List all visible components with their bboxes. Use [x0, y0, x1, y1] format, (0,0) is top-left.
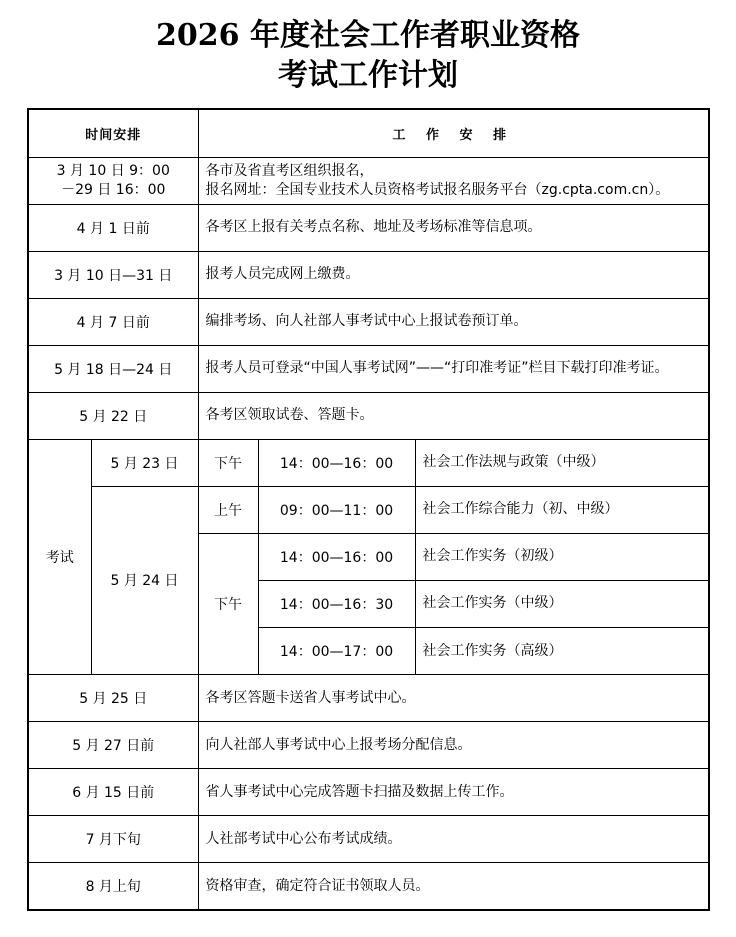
row-task: 资格审查，确定符合证书领取人员。 [198, 863, 709, 910]
exam-row [28, 486, 709, 533]
row-task: 报考人员可登录“中国人事考试网”——“打印准考证”栏目下载打印准考证。 [198, 345, 709, 392]
table-row [28, 204, 709, 251]
table-row [28, 157, 709, 204]
row-date: 7 月下旬 [28, 816, 198, 863]
exam-period: 下午 [198, 439, 258, 486]
exam-date: 5 月 23 日 [91, 439, 198, 486]
header-time: 时间安排 [28, 109, 198, 157]
row-task: 报考人员完成网上缴费。 [198, 251, 709, 298]
page-title-line2: 考试工作计划 [278, 58, 458, 93]
task-line: 各市及省直考区组织报名， [205, 162, 374, 179]
table-row [28, 298, 709, 345]
row-task: 向人社部人事考试中心上报考场分配信息。 [198, 722, 709, 769]
exam-subject: 社会工作实务（中级） [415, 580, 709, 627]
table-row [28, 816, 709, 863]
table-row [28, 345, 709, 392]
exam-time: 14：00—16：00 [258, 439, 415, 486]
exam-period: 上午 [198, 486, 258, 533]
table-row [28, 251, 709, 298]
exam-label: 考试 [28, 439, 91, 674]
exam-time: 14：00—16：00 [258, 533, 415, 580]
row-task: 各考区领取试卷、答题卡。 [198, 392, 709, 439]
table-row [28, 675, 709, 722]
table-header-row [28, 109, 709, 157]
task-line: 报名网址：全国专业技术人员资格考试报名服务平台（zg.cpta.com.cn）。 [205, 181, 670, 198]
exam-time: 14：00—17：00 [258, 628, 415, 675]
exam-subject: 社会工作综合能力（初、中级） [415, 486, 709, 533]
exam-period: 下午 [198, 533, 258, 674]
table-row [28, 392, 709, 439]
exam-date: 5 月 24 日 [91, 486, 198, 674]
row-date: 4 月 1 日前 [28, 204, 198, 251]
exam-row [28, 439, 709, 486]
row-date: 6 月 15 日前 [28, 769, 198, 816]
table-row [28, 863, 709, 910]
page-title-line1: 2026 年度社会工作者职业资格 [156, 18, 580, 53]
schedule-table [27, 108, 710, 911]
header-work: 工 作 安 排 [198, 109, 709, 157]
table-row [28, 769, 709, 816]
date-line: －29 日 16：00 [61, 181, 166, 198]
row-task: 各考区上报有关考点名称、地址及考场标准等信息项。 [198, 204, 709, 251]
row-date: 8 月上旬 [28, 863, 198, 910]
row-task: 人社部考试中心公布考试成绩。 [198, 816, 709, 863]
row-task: 省人事考试中心完成答题卡扫描及数据上传工作。 [198, 769, 709, 816]
row-task: 各考区答题卡送省人事考试中心。 [198, 675, 709, 722]
date-line: 3 月 10 日 9：00 [56, 162, 170, 179]
exam-time: 14：00—16：30 [258, 580, 415, 627]
exam-time: 09：00—11：00 [258, 486, 415, 533]
row-date: 4 月 7 日前 [28, 298, 198, 345]
row-date [28, 157, 198, 204]
exam-subject: 社会工作法规与政策（中级） [415, 439, 709, 486]
row-date: 5 月 18 日—24 日 [28, 345, 198, 392]
row-date: 5 月 25 日 [28, 675, 198, 722]
row-task: 编排考场、向人社部人事考试中心上报试卷预订单。 [198, 298, 709, 345]
row-date: 5 月 22 日 [28, 392, 198, 439]
row-date: 5 月 27 日前 [28, 722, 198, 769]
exam-subject: 社会工作实务（初级） [415, 533, 709, 580]
row-date: 3 月 10 日—31 日 [28, 251, 198, 298]
table-row [28, 722, 709, 769]
exam-subject: 社会工作实务（高级） [415, 628, 709, 675]
row-task [198, 157, 709, 204]
